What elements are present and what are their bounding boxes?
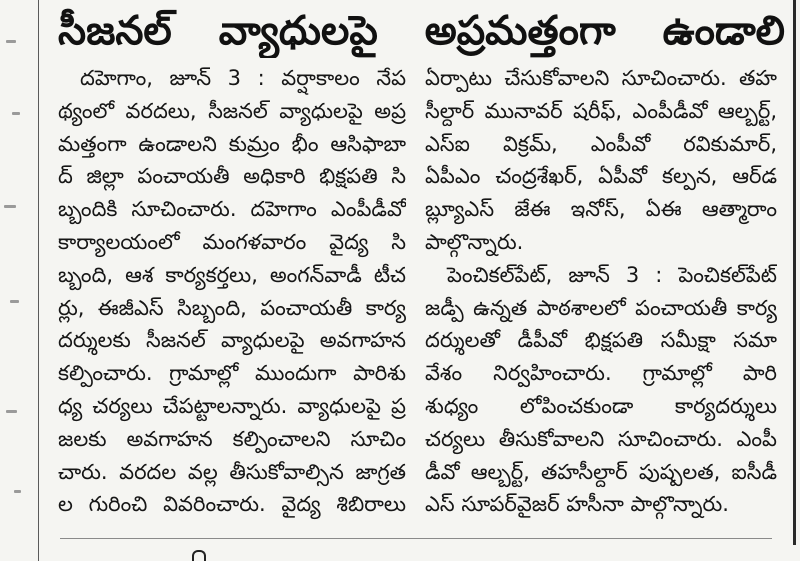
adjacent-column-fragment [6,410,17,413]
body-line: ఏపీఎం చంద్రశేఖర్, ఏపీవో కల్పన, ఆర్‌డ [425,164,777,189]
adjacent-column-fragment [14,490,21,493]
body-line: ఎస్ సూపర్‌వైజర్ హసీనా పాల్గొన్నారు. [425,492,729,517]
body-line: పాల్గొన్నారు. [425,229,524,254]
article-end-rule [60,538,772,539]
body-line: థ్యంలో వరదలు, సీజనల్ వ్యాధులపై అప్ర [58,98,406,123]
adjacent-column-fragment [10,300,19,303]
article-left-column [58,62,406,524]
body-line: బ్బంది, ఆశ కార్యకర్తలు, అంగన్‌వాడీ టీచ [58,262,406,287]
body-line: దహెగాం, జూన్ 3 : వర్షాకాలం నేప [80,66,406,90]
body-line: ర్లు, ఈజీఎస్ సిబ్బంది, పంచాయతీ కార్య [58,295,406,320]
body-line: ద్ జిల్లా పంచాయతీ అధికారి భిక్షపతి సి [58,164,406,189]
body-line: కార్యాలయంలో మంగళవారం వైద్య సి [58,229,406,254]
adjacent-column-fragment [12,112,20,115]
headline: సీజనల్ వ్యాధులపై అప్రమత్తంగా ఉండాలి [58,8,785,54]
body-line: ల గురించి వివరించారు. వైద్య శిబిరాలు [58,492,406,517]
adjacent-column-fragment [6,40,16,43]
body-line: మత్తంగా ఉండాలని కుమ్రం భీం ఆసిఫాబా [58,131,406,156]
body-line: పెంచికల్‌పేట్, జూన్ 3 : పెంచికల్‌పేట్ [447,262,777,287]
right-edge-rule [793,0,796,545]
body-line: డీవో ఆల్బర్ట్, తహసీల్దార్ పుష్పలత, ఐసీడీ [425,459,777,484]
body-line: ధ్య చర్యలు చేపట్టాలన్నారు. వ్యాధులపై ప్ర [58,393,406,418]
body-line: శుధ్యం లోపించకుండా కార్యదర్శులు [425,393,777,418]
next-article-fragment [192,550,206,561]
body-line: ఎస్ఐ విక్రమ్, ఎంపీవో రవికుమార్, [425,131,777,156]
body-line: జలకు అవగాహన కల్పించాలని సూచిం [58,426,406,451]
body-line: చర్యలు తీసుకోవాలని సూచించారు. ఎంపీ [425,426,777,451]
adjacent-column-fragment [4,205,16,208]
body-line: బ్బందికి సూచించారు. దహెగాం ఎంపీడీవో [58,197,406,222]
left-column-rule [38,0,39,561]
body-line: ఏర్పాటు చేసుకోవాలని సూచించారు. తహ [425,66,777,90]
article-right-column [425,62,777,524]
body-line: దర్శులకు సీజనల్ వ్యాధులపై అవగాహన [58,328,406,353]
body-line: సీల్దార్ మునావర్ షరీఫ్, ఎంపీడీవో ఆల్బర్ట్, [425,98,777,123]
body-line: కల్పించారు. గ్రామాల్లో ముందుగా పారిశు [58,361,406,386]
body-line: వేశం నిర్వహించారు. గ్రామాల్లో పారి [425,361,777,386]
body-line: జడ్పీ ఉన్నత పాఠశాలలో పంచాయతీ కార్య [425,295,777,320]
body-line: బ్ల్యూఎస్ జేఈ ఇనోస్, ఏఈ ఆత్మారాం [425,197,777,222]
body-line: చారు. వరదల వల్ల తీసుకోవాల్సిన జాగ్రత [58,459,406,484]
body-line: దర్శులతో డీపీవో భిక్షపతి సమీక్షా సమా [425,328,777,353]
